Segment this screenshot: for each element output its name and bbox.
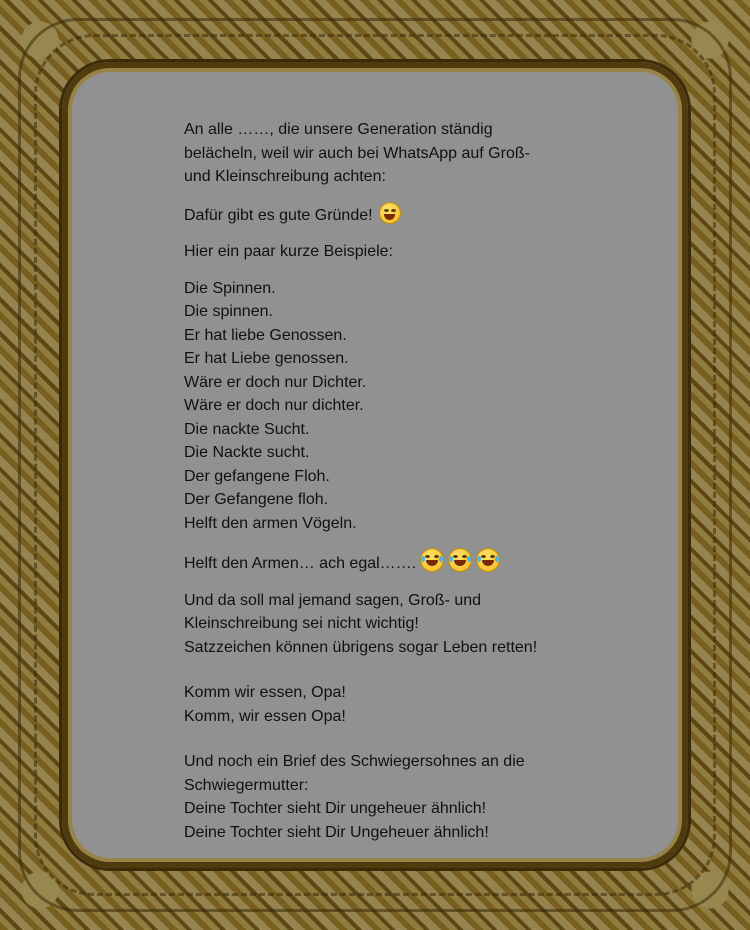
text-line: Deine Tochter sieht Dir ungeheuer ähnlich! — [184, 800, 487, 817]
example-line: Helft den armen Vögeln. — [184, 514, 357, 532]
text-line: An alle ……, die unsere Generation ständig — [184, 121, 493, 138]
text-line: Hier ein paar kurze Beispiele: — [184, 243, 393, 260]
text-line: Und noch ein Brief des Schwiegersohnes an die — [184, 753, 525, 770]
example-line: Der gefangene Floh. — [184, 467, 330, 485]
text-line: Schwiegermutter: — [184, 776, 309, 794]
text-line: Und da soll mal jemand sagen, Groß- und — [184, 591, 482, 609]
text-line: Deine Tochter sieht Dir Ungeheuer ähnlich! — [184, 823, 489, 841]
text-line: Kleinschreibung sei nicht wichtig! — [184, 615, 419, 632]
paragraph-intro — [184, 118, 614, 189]
example-line: Die Spinnen. — [184, 279, 276, 297]
example-line: Die Nackte sucht. — [184, 444, 310, 461]
paragraph-satzzeichen — [184, 589, 614, 660]
text-line — [184, 548, 614, 576]
paragraph-examples — [184, 277, 614, 536]
example-line: Der Gefangene floh. — [184, 491, 329, 508]
example-line: Wäre er doch nur Dichter. — [184, 373, 367, 391]
laughing-tears-icon — [420, 548, 444, 572]
winking-face-icon — [379, 202, 401, 224]
text-line — [184, 202, 614, 228]
text-line: und Kleinschreibung achten: — [184, 168, 386, 185]
text-line: Satzzeichen können übrigens sogar Leben retten! — [184, 638, 538, 656]
paragraph-reasons — [184, 202, 614, 228]
laughing-tears-icon — [448, 548, 472, 572]
text-line: Komm wir essen, Opa! — [184, 684, 346, 701]
text-line: belächeln, weil wir auch bei WhatsApp auf Groß- — [184, 144, 530, 162]
paragraph-brief — [184, 750, 614, 844]
text-line-content: Helft den Armen… ach egal……. — [184, 555, 417, 572]
example-line: Er hat liebe Genossen. — [184, 326, 347, 344]
example-line: Die nackte Sucht. — [184, 420, 310, 438]
example-line: Wäre er doch nur dichter. — [184, 397, 364, 414]
text-line-content: Dafür gibt es gute Gründe! — [184, 206, 373, 224]
laughing-tears-icon — [476, 548, 500, 572]
example-line: Er hat Liebe genossen. — [184, 350, 349, 367]
paragraph-examples-heading — [184, 240, 614, 264]
message-text — [184, 118, 614, 857]
text-line: Komm, wir essen Opa! — [184, 707, 346, 725]
paragraph-egal — [184, 548, 614, 576]
example-line: Die spinnen. — [184, 303, 273, 320]
paragraph-opa — [184, 681, 614, 728]
